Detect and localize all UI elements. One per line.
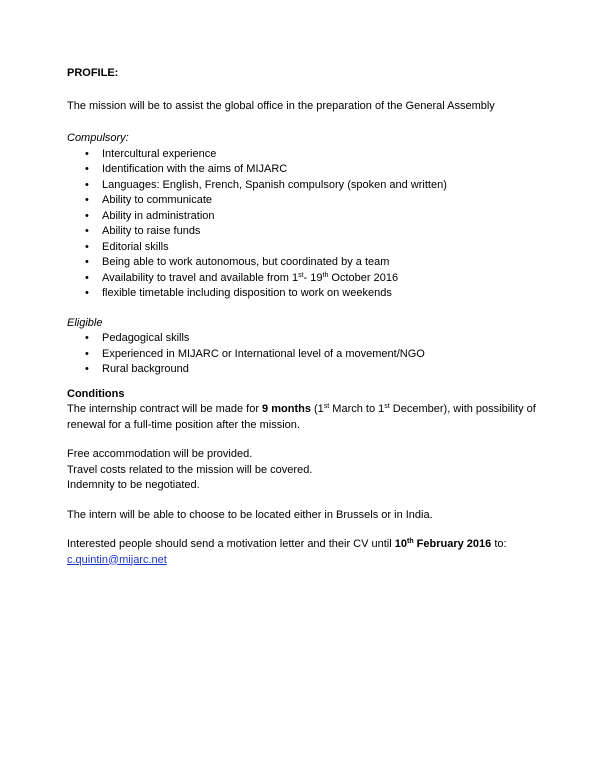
list-item: • Pedagogical skills (67, 331, 537, 347)
apply-text: Interested people should send a motivation letter and their CV until 10th February 2016 to: (67, 538, 507, 550)
bullet-icon: • (85, 209, 89, 222)
list-item: • Ability to communicate (67, 193, 537, 209)
document-content (67, 66, 537, 568)
eligible-list (67, 331, 537, 378)
contract-paragraph: The internship contract will be made for 9 months (1st March to 1st December), with possibility of renewal for a full-time position after the mission. (67, 403, 536, 431)
bullet-icon: • (85, 332, 89, 344)
bullet-icon: • (85, 256, 89, 268)
bullet-icon: • (85, 271, 89, 284)
deadline-date: 10th February 2016 (394, 538, 492, 550)
list-item: • Rural background (67, 362, 537, 378)
bullet-icon: • (85, 178, 89, 191)
bullet-icon: • (85, 240, 89, 253)
profile-heading: PROFILE: (67, 67, 119, 79)
compulsory-list (67, 147, 537, 302)
list-item: • Intercultural experience (67, 147, 537, 163)
bullet-icon: • (85, 225, 89, 237)
indemnity-text: Indemnity to be negotiated. (67, 479, 200, 491)
mission-statement: The mission will be to assist the global office in the preparation of the General Assembly (67, 99, 495, 112)
eligible-heading: Eligible (67, 316, 103, 329)
bullet-icon: • (85, 194, 89, 206)
list-item: • Ability to raise funds (67, 224, 537, 240)
list-item: • Identification with the aims of MIJARC (67, 162, 537, 178)
bullet-icon: • (85, 287, 89, 299)
list-item: • Ability in administration (67, 209, 537, 225)
list-item: • Languages: English, French, Spanish compulsory (spoken and written) (67, 178, 537, 194)
list-item: • flexible timetable including disposition to work on weekends (67, 286, 537, 302)
bullet-icon: • (85, 363, 89, 375)
list-item: • Experienced in MIJARC or International level of a movement/NGO (67, 347, 537, 363)
bullet-icon: • (85, 347, 89, 360)
accommodation-text: Free accommodation will be provided. (67, 448, 253, 460)
bullet-icon: • (85, 147, 89, 160)
compulsory-heading: Compulsory: (67, 132, 129, 144)
list-item: • Editorial skills (67, 240, 537, 256)
location-text: The intern will be able to choose to be located either in Brussels or in India. (67, 508, 433, 521)
bullet-icon: • (85, 163, 89, 175)
email-link[interactable]: c.quintin@mijarc.net (67, 553, 167, 566)
travel-text: Travel costs related to the mission will be covered. (67, 463, 313, 476)
list-item: • Being able to work autonomous, but coordinated by a team (67, 255, 537, 271)
conditions-heading: Conditions (67, 387, 125, 400)
list-item-availability: • Availability to travel and available from 1st- 19th October 2016 (67, 271, 537, 287)
